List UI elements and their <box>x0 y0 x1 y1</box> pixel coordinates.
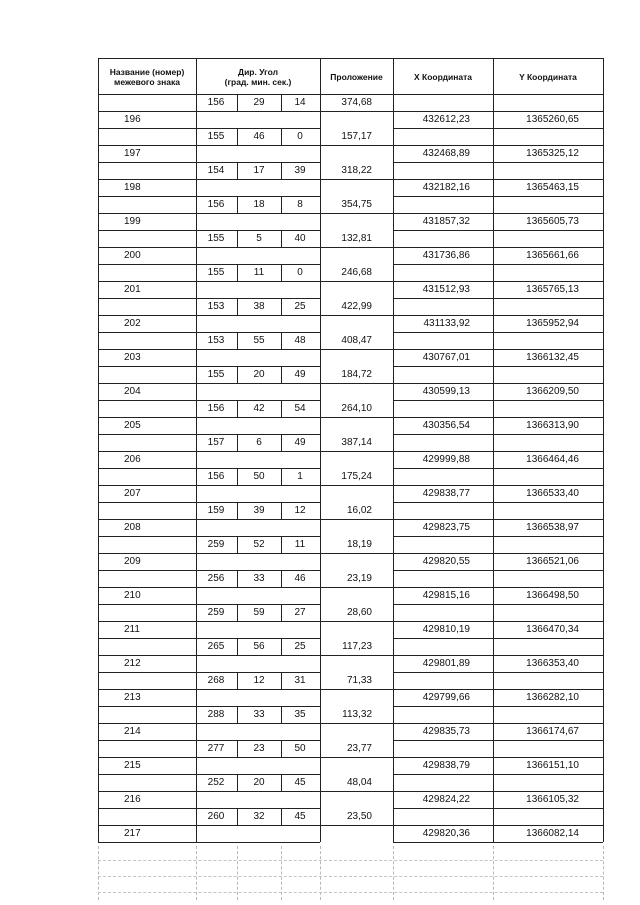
angle-subdivider <box>237 94 238 111</box>
angle-degrees: 252 <box>207 777 225 788</box>
angle-degrees: 155 <box>207 369 225 380</box>
angle-subdivider <box>281 298 282 315</box>
y-coordinate: 1366533,40 <box>526 488 579 499</box>
y-coordinate: 1366353,40 <box>526 658 579 669</box>
table-top-border <box>98 58 603 59</box>
angle-seconds: 14 <box>294 97 306 108</box>
x-coordinate: 431736,86 <box>422 250 470 261</box>
point-name: 210 <box>124 590 141 601</box>
row-divider-partial <box>393 604 603 605</box>
angle-seconds: 45 <box>294 777 306 788</box>
x-coordinate: 432182,16 <box>422 182 470 193</box>
horizontal-length: 264,10 <box>341 403 372 414</box>
faded-grid-line <box>98 892 603 893</box>
angle-minutes: 46 <box>253 131 265 142</box>
row-divider <box>98 689 603 690</box>
angle-subdivider <box>281 502 282 519</box>
angle-seconds: 40 <box>294 233 306 244</box>
point-name: 208 <box>124 522 141 533</box>
point-name: 213 <box>124 692 141 703</box>
angle-seconds: 45 <box>294 811 306 822</box>
row-divider <box>98 145 603 146</box>
angle-minutes: 59 <box>253 607 265 618</box>
angle-minutes: 18 <box>253 199 265 210</box>
horizontal-length: 184,72 <box>341 369 372 380</box>
row-divider-partial <box>98 502 320 503</box>
angle-subdivider <box>237 298 238 315</box>
angle-subdivider <box>281 570 282 587</box>
column-divider <box>393 58 394 842</box>
horizontal-length: 175,24 <box>341 471 372 482</box>
angle-seconds: 0 <box>297 267 303 278</box>
point-name: 201 <box>124 284 141 295</box>
horizontal-length: 422,99 <box>341 301 372 312</box>
y-coordinate: 1366132,45 <box>526 352 579 363</box>
row-divider-partial <box>393 808 603 809</box>
horizontal-length: 117,23 <box>342 641 372 652</box>
horizontal-length: 132,81 <box>341 233 372 244</box>
angle-degrees: 157 <box>207 437 225 448</box>
x-coordinate: 429824,22 <box>422 794 470 805</box>
angle-subdivider <box>237 808 238 825</box>
angle-seconds: 27 <box>294 607 306 618</box>
angle-minutes: 17 <box>253 165 265 176</box>
point-name: 198 <box>124 182 141 193</box>
angle-subdivider <box>237 638 238 655</box>
x-coordinate: 431857,32 <box>422 216 470 227</box>
angle-subdivider <box>237 502 238 519</box>
angle-seconds: 31 <box>294 675 306 686</box>
angle-minutes: 33 <box>253 709 265 720</box>
row-divider-partial <box>98 808 320 809</box>
row-divider-partial <box>393 162 603 163</box>
angle-degrees: 155 <box>207 233 225 244</box>
point-name: 214 <box>124 726 141 737</box>
y-coordinate: 1366151,10 <box>526 760 579 771</box>
row-divider <box>98 213 603 214</box>
y-coordinate: 1366521,06 <box>526 556 579 567</box>
row-divider <box>98 417 603 418</box>
row-divider-partial <box>393 400 603 401</box>
x-coordinate: 429799,66 <box>422 692 470 703</box>
column-divider <box>320 58 321 842</box>
row-divider-partial <box>393 672 603 673</box>
point-name: 215 <box>124 760 141 771</box>
row-divider <box>98 519 603 520</box>
x-coordinate: 431512,93 <box>422 284 470 295</box>
header-x-coordinate: X Координата <box>414 72 472 82</box>
point-name: 202 <box>124 318 141 329</box>
x-coordinate: 429835,73 <box>422 726 470 737</box>
angle-subdivider <box>281 672 282 689</box>
angle-subdivider <box>281 128 282 145</box>
row-divider-partial <box>393 570 603 571</box>
horizontal-length: 318,22 <box>341 165 372 176</box>
angle-subdivider <box>237 196 238 213</box>
header-y-coordinate: Y Координата <box>519 72 577 82</box>
row-divider-partial <box>98 604 320 605</box>
angle-subdivider <box>237 536 238 553</box>
y-coordinate: 1365661,66 <box>526 250 579 261</box>
angle-degrees: 155 <box>207 131 225 142</box>
x-coordinate: 432468,89 <box>422 148 470 159</box>
x-coordinate: 430767,01 <box>422 352 470 363</box>
y-coordinate: 1366498,50 <box>526 590 579 601</box>
horizontal-length: 387,14 <box>341 437 372 448</box>
point-name: 205 <box>124 420 141 431</box>
row-divider-partial <box>98 842 320 843</box>
angle-seconds: 49 <box>294 437 306 448</box>
angle-subdivider <box>237 706 238 723</box>
angle-degrees: 153 <box>207 301 225 312</box>
row-divider-partial <box>98 332 320 333</box>
x-coordinate: 429838,79 <box>422 760 470 771</box>
angle-subdivider <box>237 264 238 281</box>
row-divider-partial <box>393 638 603 639</box>
angle-minutes: 12 <box>253 675 265 686</box>
row-divider <box>98 383 603 384</box>
angle-seconds: 49 <box>294 369 306 380</box>
angle-subdivider <box>281 604 282 621</box>
horizontal-length: 157,17 <box>341 131 372 142</box>
angle-subdivider <box>237 740 238 757</box>
horizontal-length: 71,33 <box>346 675 372 686</box>
row-divider <box>98 655 603 656</box>
angle-minutes: 33 <box>253 573 265 584</box>
point-name: 209 <box>124 556 141 567</box>
angle-subdivider <box>281 536 282 553</box>
y-coordinate: 1365605,73 <box>526 216 579 227</box>
horizontal-length: 246,68 <box>341 267 372 278</box>
angle-seconds: 48 <box>294 335 306 346</box>
angle-seconds: 12 <box>294 505 306 516</box>
row-divider <box>98 587 603 588</box>
angle-degrees: 259 <box>207 607 225 618</box>
angle-minutes: 55 <box>253 335 265 346</box>
row-divider-partial <box>98 774 320 775</box>
angle-minutes: 39 <box>253 505 265 516</box>
angle-seconds: 39 <box>294 165 306 176</box>
angle-minutes: 29 <box>253 97 265 108</box>
horizontal-length: 23,77 <box>346 743 372 754</box>
angle-subdivider <box>281 774 282 791</box>
angle-seconds: 25 <box>294 301 306 312</box>
column-divider <box>493 58 494 842</box>
point-name: 217 <box>124 828 141 839</box>
angle-subdivider <box>237 162 238 179</box>
angle-seconds: 0 <box>297 131 303 142</box>
horizontal-length: 28,60 <box>346 607 372 618</box>
row-divider <box>98 825 603 826</box>
header-bottom-border <box>98 94 603 95</box>
angle-seconds: 46 <box>294 573 306 584</box>
row-divider-partial <box>393 366 603 367</box>
row-divider-partial <box>98 264 320 265</box>
row-divider-partial <box>393 774 603 775</box>
angle-subdivider <box>237 230 238 247</box>
angle-subdivider <box>237 400 238 417</box>
row-divider-partial <box>98 638 320 639</box>
horizontal-length: 113,32 <box>342 709 372 720</box>
angle-minutes: 32 <box>253 811 265 822</box>
row-divider-partial <box>393 332 603 333</box>
row-divider-partial <box>393 128 603 129</box>
angle-subdivider <box>281 468 282 485</box>
row-divider-partial <box>98 230 320 231</box>
row-divider-partial <box>393 264 603 265</box>
point-name: 199 <box>124 216 141 227</box>
horizontal-length: 18,19 <box>346 539 372 550</box>
table-left-border <box>98 58 99 842</box>
y-coordinate: 1366082,14 <box>526 828 579 839</box>
y-coordinate: 1365260,65 <box>526 114 579 125</box>
row-divider-partial <box>393 536 603 537</box>
row-divider-partial <box>393 502 603 503</box>
row-divider <box>98 451 603 452</box>
row-divider-partial <box>98 400 320 401</box>
angle-seconds: 1 <box>297 471 303 482</box>
angle-subdivider <box>281 400 282 417</box>
point-name: 206 <box>124 454 141 465</box>
row-divider-partial <box>98 366 320 367</box>
angle-degrees: 259 <box>207 539 225 550</box>
angle-subdivider <box>281 808 282 825</box>
horizontal-length: 23,50 <box>346 811 372 822</box>
row-divider-partial <box>98 128 320 129</box>
header-angle: Дир. Угол (град. мин. сек.) <box>224 67 292 87</box>
angle-minutes: 50 <box>253 471 265 482</box>
row-divider-partial <box>98 298 320 299</box>
x-coordinate: 429801,89 <box>422 658 470 669</box>
x-coordinate: 429820,36 <box>422 828 470 839</box>
angle-degrees: 159 <box>207 505 225 516</box>
angle-subdivider <box>281 264 282 281</box>
faded-grid-line <box>603 846 604 900</box>
angle-subdivider <box>237 570 238 587</box>
angle-subdivider <box>281 638 282 655</box>
row-divider <box>98 791 603 792</box>
point-name: 212 <box>124 658 141 669</box>
header-length: Проложение <box>330 72 383 82</box>
row-divider <box>98 757 603 758</box>
horizontal-length: 23,19 <box>346 573 372 584</box>
angle-minutes: 11 <box>253 267 265 278</box>
angle-degrees: 156 <box>207 471 225 482</box>
angle-degrees: 156 <box>207 403 225 414</box>
angle-subdivider <box>281 162 282 179</box>
angle-minutes: 6 <box>256 437 262 448</box>
angle-seconds: 35 <box>294 709 306 720</box>
y-coordinate: 1366174,67 <box>526 726 579 737</box>
y-coordinate: 1366470,34 <box>526 624 579 635</box>
row-divider-partial <box>98 468 320 469</box>
y-coordinate: 1366105,32 <box>526 794 579 805</box>
angle-minutes: 52 <box>253 539 265 550</box>
angle-minutes: 23 <box>253 743 265 754</box>
x-coordinate: 432612,23 <box>422 114 470 125</box>
angle-subdivider <box>237 604 238 621</box>
x-coordinate: 429823,75 <box>422 522 470 533</box>
row-divider <box>98 315 603 316</box>
angle-subdivider <box>237 774 238 791</box>
angle-minutes: 5 <box>256 233 262 244</box>
angle-subdivider <box>237 366 238 383</box>
horizontal-length: 16,02 <box>346 505 372 516</box>
horizontal-length: 354,75 <box>341 199 372 210</box>
angle-subdivider <box>281 230 282 247</box>
point-name: 200 <box>124 250 141 261</box>
row-divider <box>98 247 603 248</box>
angle-degrees: 256 <box>207 573 225 584</box>
y-coordinate: 1366313,90 <box>526 420 579 431</box>
point-name: 197 <box>124 148 141 159</box>
row-divider-partial <box>393 230 603 231</box>
angle-subdivider <box>281 332 282 349</box>
row-divider <box>98 621 603 622</box>
angle-seconds: 50 <box>294 743 306 754</box>
angle-subdivider <box>281 706 282 723</box>
column-divider <box>196 58 197 842</box>
row-divider-partial <box>98 706 320 707</box>
row-divider <box>98 111 603 112</box>
angle-degrees: 153 <box>207 335 225 346</box>
angle-subdivider <box>237 128 238 145</box>
y-coordinate: 1365463,15 <box>526 182 579 193</box>
y-coordinate: 1366282,10 <box>526 692 579 703</box>
point-name: 203 <box>124 352 141 363</box>
angle-subdivider <box>281 94 282 111</box>
row-divider <box>98 485 603 486</box>
angle-minutes: 56 <box>253 641 265 652</box>
angle-subdivider <box>237 332 238 349</box>
angle-subdivider <box>281 366 282 383</box>
header-name: Название (номер) межевого знака <box>109 67 185 87</box>
angle-degrees: 154 <box>207 165 225 176</box>
angle-degrees: 260 <box>207 811 225 822</box>
x-coordinate: 429999,88 <box>422 454 470 465</box>
table-right-border <box>603 58 604 842</box>
x-coordinate: 429820,55 <box>422 556 470 567</box>
y-coordinate: 1366538,97 <box>526 522 579 533</box>
x-coordinate: 429815,16 <box>422 590 470 601</box>
row-divider <box>98 553 603 554</box>
row-divider-partial <box>393 298 603 299</box>
y-coordinate: 1366464,46 <box>526 454 579 465</box>
angle-minutes: 38 <box>253 301 265 312</box>
angle-minutes: 20 <box>253 777 265 788</box>
angle-subdivider <box>281 740 282 757</box>
row-divider <box>98 723 603 724</box>
point-name: 204 <box>124 386 141 397</box>
angle-degrees: 268 <box>207 675 225 686</box>
angle-minutes: 42 <box>253 403 265 414</box>
row-divider-partial <box>98 434 320 435</box>
angle-degrees: 265 <box>207 641 225 652</box>
angle-degrees: 156 <box>207 97 225 108</box>
y-coordinate: 1365325,12 <box>526 148 579 159</box>
x-coordinate: 430356,54 <box>422 420 470 431</box>
row-divider-partial <box>98 672 320 673</box>
angle-subdivider <box>237 468 238 485</box>
row-divider-partial <box>98 740 320 741</box>
row-divider <box>98 179 603 180</box>
angle-subdivider <box>281 196 282 213</box>
angle-seconds: 11 <box>294 539 306 550</box>
faded-grid-line <box>98 876 603 877</box>
row-divider-partial <box>393 706 603 707</box>
point-name: 211 <box>124 624 140 635</box>
row-divider-partial <box>393 842 603 843</box>
angle-subdivider <box>237 672 238 689</box>
angle-seconds: 54 <box>294 403 306 414</box>
faded-grid-line <box>98 860 603 861</box>
row-divider-partial <box>98 536 320 537</box>
point-name: 216 <box>124 794 141 805</box>
row-divider-partial <box>98 570 320 571</box>
angle-minutes: 20 <box>253 369 265 380</box>
row-divider-partial <box>393 468 603 469</box>
angle-degrees: 155 <box>207 267 225 278</box>
angle-degrees: 288 <box>207 709 225 720</box>
x-coordinate: 429810,19 <box>422 624 470 635</box>
horizontal-length: 48,04 <box>346 777 372 788</box>
horizontal-length: 408,47 <box>341 335 372 346</box>
y-coordinate: 1366209,50 <box>526 386 579 397</box>
row-divider-partial <box>393 196 603 197</box>
x-coordinate: 430599,13 <box>422 386 470 397</box>
row-divider-partial <box>393 740 603 741</box>
y-coordinate: 1365952,94 <box>526 318 579 329</box>
point-name: 196 <box>124 114 141 125</box>
y-coordinate: 1365765,13 <box>526 284 579 295</box>
angle-seconds: 25 <box>294 641 306 652</box>
row-divider <box>98 349 603 350</box>
row-divider-partial <box>98 196 320 197</box>
angle-subdivider <box>237 434 238 451</box>
row-divider-partial <box>393 434 603 435</box>
row-divider-partial <box>98 162 320 163</box>
horizontal-length: 374,68 <box>341 97 372 108</box>
angle-degrees: 156 <box>207 199 225 210</box>
angle-seconds: 8 <box>297 199 303 210</box>
angle-degrees: 277 <box>207 743 225 754</box>
point-name: 207 <box>124 488 141 499</box>
x-coordinate: 431133,92 <box>423 318 470 329</box>
angle-subdivider <box>281 434 282 451</box>
row-divider <box>98 281 603 282</box>
x-coordinate: 429838,77 <box>422 488 470 499</box>
